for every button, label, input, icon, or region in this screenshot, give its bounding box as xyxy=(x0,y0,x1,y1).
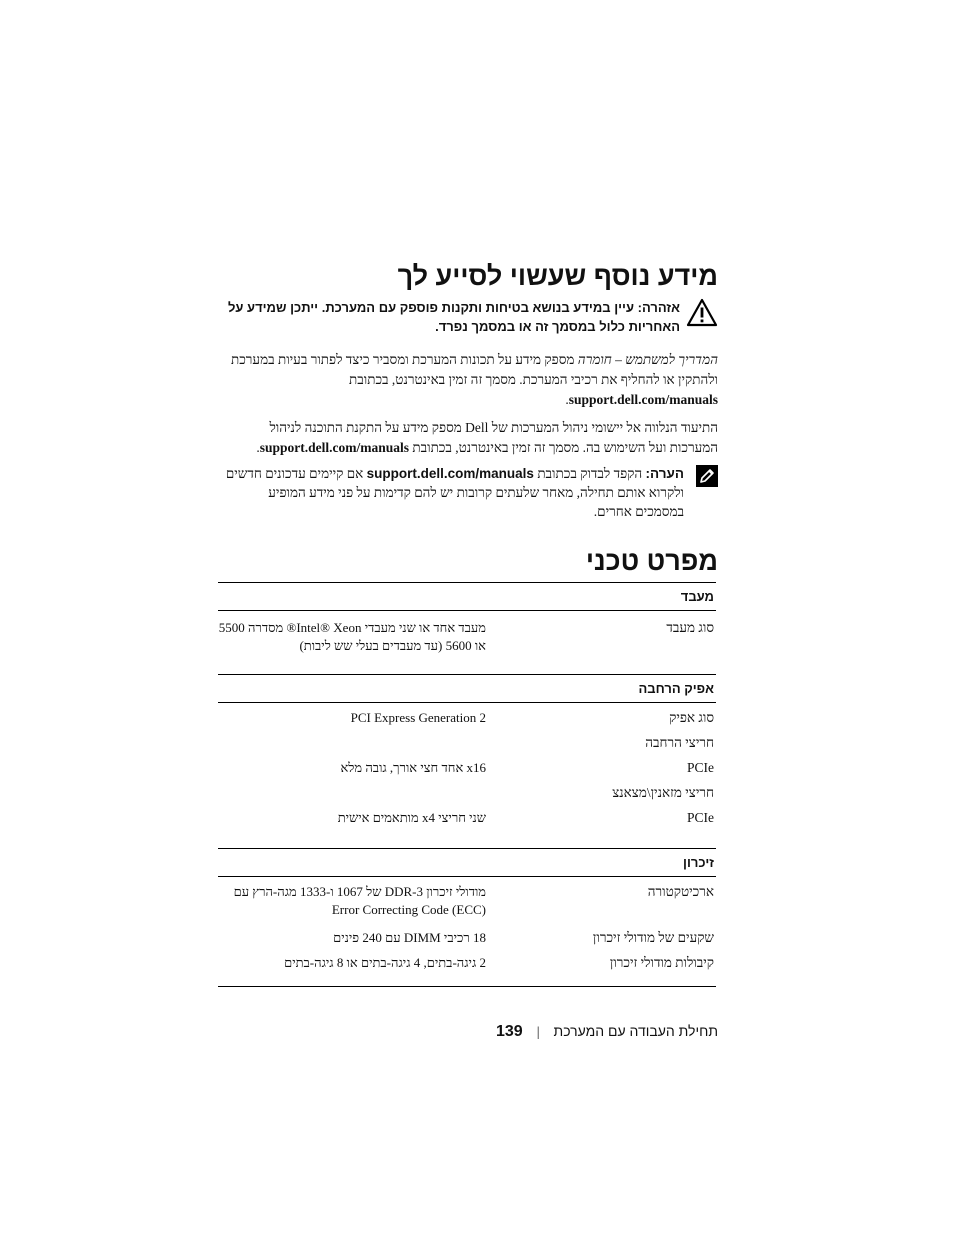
section-header-expansion: אפיק הרחבה xyxy=(638,681,714,696)
spec-value: 2 גיגה-בתים, 4 גיגה-בתים או 8 גיגה-בתים xyxy=(284,955,486,970)
spec-label: PCIe xyxy=(687,760,714,775)
spec-value: 18 רכיבי DIMM עם 240 פינים xyxy=(333,930,486,945)
section-rule xyxy=(218,702,716,703)
section-rule xyxy=(218,848,716,849)
specs-title: מפרט טכני xyxy=(585,546,718,576)
paragraph-user-guide xyxy=(218,350,718,410)
page-title: מידע נוסף שעשוי לסייע לך xyxy=(397,261,718,291)
paragraph-text: התיעוד הנלווה אל יישומי ניהול המערכות של Dell מספק מידע על התקנת התוכנה לניהול המערכות ועל השימוש בה. מסמך זה זמין באינטרנט, בכתובת xyxy=(269,420,718,455)
manuals-link[interactable]: support.dell.com/manuals xyxy=(568,392,718,407)
footer-separator: | xyxy=(536,1025,540,1040)
spec-label: חריצי מזאנין\מצאנצ xyxy=(612,785,714,800)
paragraph-systems-management xyxy=(218,418,718,458)
page-footer xyxy=(218,1021,718,1043)
note-text xyxy=(218,464,684,521)
paragraph-end: . xyxy=(565,392,569,407)
spec-label: חריצי הרחבה xyxy=(645,735,714,750)
note-pre: הקפד לבדוק בכתובת xyxy=(533,466,646,481)
warning-body: עיין במידע בנושא בטיחות ותקנות פוספק עם המערכת. ייתכן שמידע על האחריות כלול במסמך זה או במסמך נפרד. xyxy=(227,300,680,334)
spec-label: PCIe xyxy=(687,810,714,825)
section-rule xyxy=(218,674,716,675)
paragraph-text: מספק מידע על תכונות המערכת ומסביר כיצד לפתור בעיות במערכת ולהתקין או להחליף את רכיבי המערכת. מסמך זה זמין באינטרנט, בכתובת xyxy=(230,352,718,387)
spec-value: מעבד אחד או שני מעבדי Intel® Xeon® מסדרה 5500 או 5600 (עד מעבדים בעלי שש ליבות) xyxy=(218,620,486,653)
manuals-link[interactable]: support.dell.com/manuals xyxy=(366,466,534,481)
section-header-memory: זיכרון xyxy=(683,855,714,870)
warning-block xyxy=(218,298,718,336)
spec-label: קיבולות מודולי זיכרון xyxy=(609,955,714,970)
section-rule xyxy=(218,876,716,877)
note-pencil-icon xyxy=(696,465,718,487)
spec-label: סוג אפיק xyxy=(669,710,714,725)
table-bottom-rule xyxy=(218,986,716,987)
manuals-link[interactable]: support.dell.com/manuals xyxy=(259,440,409,455)
paragraph-end: . xyxy=(256,440,260,455)
warning-triangle-icon xyxy=(686,298,718,328)
note-post: אם קיימים עדכונים חדשים ולקרוא אותם תחילה, מאחר שלעתים קרובות יש להם קדימות על פני מידע המופיע במסמכים אחרים. xyxy=(225,466,684,519)
spec-label: שקעים של מודולי זיכרון xyxy=(592,930,714,945)
page-number: 139 xyxy=(496,1023,523,1040)
section-rule xyxy=(218,582,716,583)
warning-label: אזהרה: xyxy=(637,300,680,315)
spec-label: סוג מעבד xyxy=(666,620,714,635)
section-rule xyxy=(218,610,716,611)
warning-text xyxy=(218,298,680,336)
spec-label: ארכיטקטורה xyxy=(647,884,714,899)
spec-value: x16 אחד חצי אורך, גובה מלא xyxy=(340,760,486,775)
spec-value: PCI Express Generation 2 xyxy=(350,710,486,725)
note-block xyxy=(218,464,718,521)
spec-value: שני חריצי x4 מותאמים אישית xyxy=(337,810,486,825)
spec-value: מודולי זיכרון DDR-3 של 1067 ו-1333 מגה-הרץ עם Error Correcting Code (ECC) xyxy=(233,884,486,917)
footer-title: תחילת העבודה עם המערכת xyxy=(553,1023,718,1039)
note-label: הערה: xyxy=(645,466,684,481)
guide-title: המדריך למשתמש – חומרה xyxy=(577,352,718,367)
section-header-processor: מעבד xyxy=(680,589,714,604)
